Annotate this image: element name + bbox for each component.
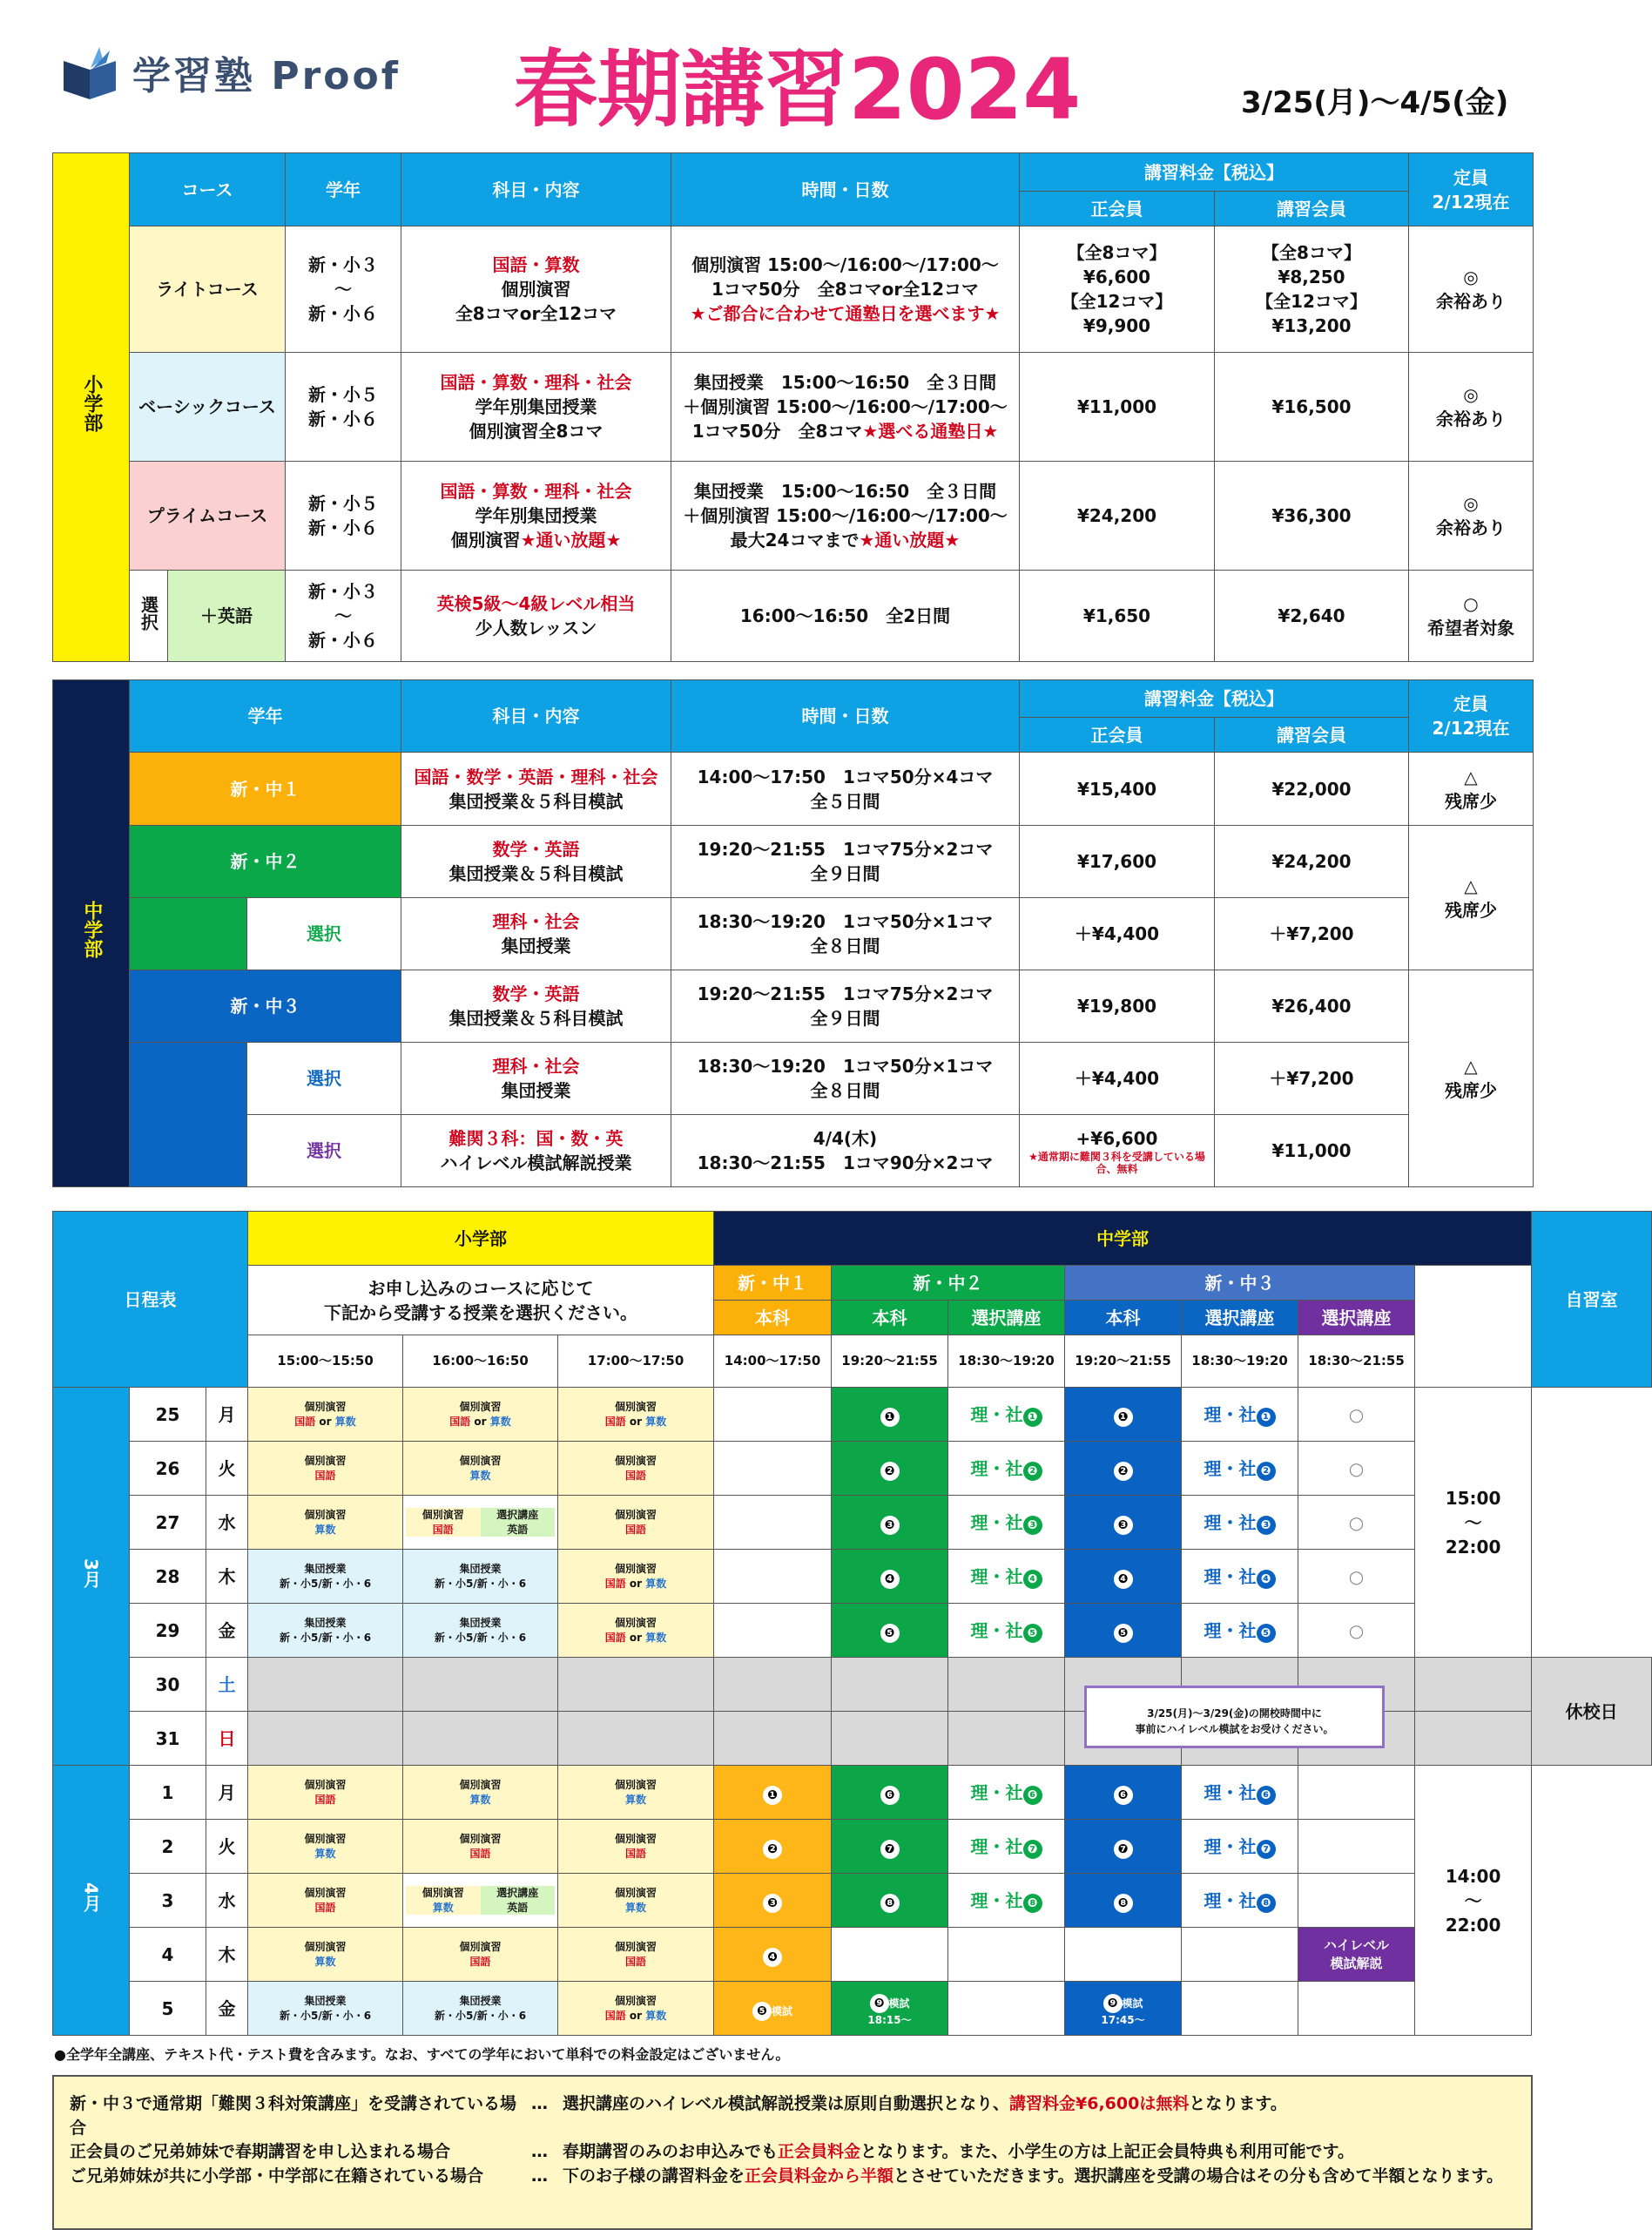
elem-lesson-cell: 個別演習 国語 or 算数: [248, 1388, 403, 1442]
jh3-hl-cell: [1298, 1820, 1415, 1874]
member-fee: ＋¥7,200: [1215, 898, 1409, 970]
elem-lesson-cell: 個別演習 国語: [558, 1820, 714, 1874]
schedule-row: [53, 1874, 1652, 1928]
day-number: 3: [130, 1874, 206, 1928]
subject-cell: 国語・算数 個別演習 全8コマor全12コマ: [401, 226, 671, 353]
instruction: お申し込みのコースに応じて 下記から受講する授業を選択ください。: [248, 1266, 714, 1335]
weekday: 月: [206, 1766, 248, 1820]
elem-lesson-cell: 個別演習 国語 or 算数: [558, 1604, 714, 1658]
elem-lesson-cell: 個別演習 国語 or 算数: [558, 1982, 714, 2036]
weekday: 金: [206, 1604, 248, 1658]
day-number: 28: [130, 1550, 206, 1604]
time-cell: 4/4(木) 18:30〜21:55 1コマ90分×2コマ: [671, 1115, 1020, 1187]
jh1-cell: [714, 1604, 832, 1658]
closed-cell: [948, 1658, 1065, 1712]
grade-cell: 新・小３ 〜 新・小６: [286, 571, 401, 662]
schedule-row: [53, 1550, 1652, 1604]
jh3-lesson: ❺: [1065, 1604, 1182, 1658]
month-label: 4月: [53, 1766, 130, 2036]
capacity-cell: ◎ 余裕あり: [1409, 353, 1534, 462]
elem-lesson-cell: 個別演習 国語: [558, 1496, 714, 1550]
closed-cell: [558, 1712, 714, 1766]
grade-cell: 新・中２: [130, 826, 401, 898]
closed-cell: [714, 1658, 832, 1712]
jh3-mock: ❾ 模試 17:45〜: [1065, 1982, 1182, 2036]
empty-cell: [948, 1928, 1065, 1982]
table-row: [53, 1043, 1534, 1115]
member-fee: ¥36,300: [1215, 462, 1409, 571]
time-slot: 18:30〜21:55: [1298, 1335, 1415, 1388]
col-grade: 学年: [130, 680, 401, 753]
jh3-select: 理・社 ❺: [1182, 1604, 1298, 1658]
col-course-member: 講習会員: [1215, 718, 1409, 753]
closed-cell: [714, 1712, 832, 1766]
jh2-mock: ❾ 模試 18:15〜: [832, 1982, 948, 2036]
empty-cell: [948, 1982, 1065, 2036]
jh2-select: 理・社 ❺: [948, 1604, 1065, 1658]
regular-fee: ¥17,600: [1020, 826, 1215, 898]
elem-lesson-cell: 個別演習 国語 or 算数: [558, 1388, 714, 1442]
capacity-cell: △ 残席少: [1409, 970, 1534, 1187]
regular-fee: ＋¥4,400: [1020, 898, 1215, 970]
regular-fee: ¥11,000: [1020, 353, 1215, 462]
notes-box: [52, 2075, 1533, 2230]
col-time: 時間・日数: [671, 153, 1020, 226]
schedule-row: [53, 1442, 1652, 1496]
empty-cell: [832, 1928, 948, 1982]
subject-cell: 国語・数学・英語・理科・社会 集団授業＆５科目模試: [401, 753, 671, 826]
member-fee: ¥26,400: [1215, 970, 1409, 1043]
schedule-row: [53, 1982, 1652, 2036]
jh3-select: 理・社 ❶: [1182, 1388, 1298, 1442]
note-row: 正会員のご兄弟姉妹で春期講習を申し込まれる場合 … 春期講習のみのお申込みでも正会員料金となります。また、小学生の方は上記正会員特典も利用可能です。: [70, 2142, 1354, 2162]
elem-lesson-cell: 個別演習 算数: [248, 1820, 403, 1874]
elem-split-cell: 個別演習 算数 選択講座 英語: [403, 1874, 558, 1928]
table-row: [53, 226, 1534, 353]
subject-cell: 理科・社会 集団授業: [401, 898, 671, 970]
schedule-row: [53, 1820, 1652, 1874]
select-label: 選択: [247, 1115, 401, 1187]
jh3-hl-cell: ○: [1298, 1388, 1415, 1442]
table-row: [53, 571, 1534, 662]
elem-lesson-cell: 個別演習 国語 or 算数: [558, 1550, 714, 1604]
jh3-select: 理・社 ❼: [1182, 1820, 1298, 1874]
footnote: ●全学年全講座、テキスト代・テスト費を含みます。なお、すべての学年において単科での料金設定はございません。: [54, 2046, 790, 2063]
jh1-cell: [714, 1550, 832, 1604]
grade-cell: 新・小５ 新・小６: [286, 462, 401, 571]
elem-lesson-cell: 個別演習 算数: [558, 1874, 714, 1928]
jh2-header: 新・中２: [832, 1266, 1065, 1301]
col-regular: 正会員: [1020, 192, 1215, 226]
elem-lesson-cell: 個別演習 算数: [558, 1766, 714, 1820]
jh3-lesson: ❻: [1065, 1766, 1182, 1820]
day-number: 4: [130, 1928, 206, 1982]
jh1-header: 新・中１: [714, 1266, 832, 1301]
subject-cell: 数学・英語 集団授業＆５科目模試: [401, 826, 671, 898]
jh1-lesson: ❷: [714, 1820, 832, 1874]
table-row: [53, 1115, 1534, 1187]
subject-cell: 難関３科：国・数・英 ハイレベル模試解説授業: [401, 1115, 671, 1187]
jh-side-label: 中学部: [53, 680, 130, 1187]
jh2-lesson: ❺: [832, 1604, 948, 1658]
jh2-lesson: ❹: [832, 1550, 948, 1604]
weekday: 土: [206, 1658, 248, 1712]
elem-group-cell: 集団授業 新・小5/新・小・6: [248, 1982, 403, 2036]
table-row: [53, 753, 1534, 826]
elem-group-cell: 集団授業 新・小5/新・小・6: [248, 1550, 403, 1604]
subject-cell: 理科・社会 集団授業: [401, 1043, 671, 1115]
time-slot: 18:30〜19:20: [948, 1335, 1065, 1388]
closed-cell: [558, 1658, 714, 1712]
jh2-lesson: ❶: [832, 1388, 948, 1442]
jh3-lesson: ❷: [1065, 1442, 1182, 1496]
elem-lesson-cell: 個別演習 国語: [558, 1442, 714, 1496]
capacity-cell: △ 残席少: [1409, 826, 1534, 970]
time-slot: 17:00〜17:50: [558, 1335, 714, 1388]
grade-cell: 新・中１: [130, 753, 401, 826]
jh2-select: 理・社 ❷: [948, 1442, 1065, 1496]
page-title: 春期講習2024: [514, 41, 1082, 139]
day-number: 2: [130, 1820, 206, 1874]
closed-cell: [1415, 1712, 1532, 1766]
day-number: 25: [130, 1388, 206, 1442]
member-fee: ＋¥7,200: [1215, 1043, 1409, 1115]
closed-label: 休校日: [1532, 1658, 1652, 1766]
jh3-lesson: ❼: [1065, 1820, 1182, 1874]
elem-split-cell: 個別演習 国語 選択講座 英語: [403, 1496, 558, 1550]
grade-spacer: [130, 1043, 247, 1187]
subject-cell: 数学・英語 集団授業＆５科目模試: [401, 970, 671, 1043]
weekday: 水: [206, 1874, 248, 1928]
jh1-cell: [714, 1388, 832, 1442]
weekday: 日: [206, 1712, 248, 1766]
elem-lesson-cell: 個別演習 算数: [403, 1442, 558, 1496]
jh2-select: 理・社 ❹: [948, 1550, 1065, 1604]
weekday: 木: [206, 1550, 248, 1604]
jh3-lesson: ❶: [1065, 1388, 1182, 1442]
closed-cell: [403, 1658, 558, 1712]
month-label: 3月: [53, 1388, 130, 1766]
schedule-row: [53, 1766, 1652, 1820]
member-fee: ¥11,000: [1215, 1115, 1409, 1187]
elem-group-cell: 集団授業 新・小5/新・小・6: [403, 1550, 558, 1604]
col-course-member: 講習会員: [1215, 192, 1409, 226]
elem-lesson-cell: 個別演習 算数: [248, 1496, 403, 1550]
jh3-select: 理・社 ❻: [1182, 1766, 1298, 1820]
regular-fee: ¥1,650: [1020, 571, 1215, 662]
time-slot: 15:00〜15:50: [248, 1335, 403, 1388]
closed-cell: [832, 1712, 948, 1766]
time-cell: 個別演習 15:00〜/16:00〜/17:00〜 1コマ50分 全8コマor全12コマ ★ご都合に合わせて通塾日を選べます★: [671, 226, 1020, 353]
jh1-lesson: ❶: [714, 1766, 832, 1820]
table-row: [53, 462, 1534, 571]
jh2-select: 理・社 ❶: [948, 1388, 1065, 1442]
time-cell: 19:20〜21:55 1コマ75分×2コマ 全９日間: [671, 826, 1020, 898]
member-fee: ¥22,000: [1215, 753, 1409, 826]
time-slot: 16:00〜16:50: [403, 1335, 558, 1388]
day-number: 30: [130, 1658, 206, 1712]
day-number: 29: [130, 1604, 206, 1658]
empty-cell: [1065, 1928, 1182, 1982]
weekday: 月: [206, 1388, 248, 1442]
self-study-hours: 15:00 〜 22:00: [1415, 1388, 1532, 1658]
weekday: 木: [206, 1928, 248, 1982]
note-row: 新・中３で通常期「難関３科対策講座」を受講されている場合 … 選択講座のハイレベル模試解説授業は原則自動選択となり、講習料金¥6,600は無料となります。: [70, 2094, 1287, 2138]
closed-cell: [832, 1658, 948, 1712]
elem-lesson-cell: 個別演習 国語: [248, 1442, 403, 1496]
regular-fee: ¥15,400: [1020, 753, 1215, 826]
book-icon: [59, 42, 120, 103]
closed-cell: [248, 1712, 403, 1766]
jh1-cell: [714, 1496, 832, 1550]
grade-spacer: [130, 898, 247, 970]
elem-lesson-cell: 個別演習 国語: [403, 1928, 558, 1982]
jh3-lesson: ❽: [1065, 1874, 1182, 1928]
junior-high-table: [52, 679, 1534, 1187]
senko-header: 選択講座: [948, 1301, 1065, 1335]
grade-cell: 新・小３ 〜 新・小６: [286, 226, 401, 353]
senko-header: 選択講座: [1182, 1301, 1298, 1335]
elem-group-cell: 集団授業 新・小5/新・小・6: [248, 1604, 403, 1658]
closed-cell: [248, 1658, 403, 1712]
grade-cell: 新・小５ 新・小６: [286, 353, 401, 462]
time-slot: 19:20〜21:55: [832, 1335, 948, 1388]
elem-group-cell: 集団授業 新・小5/新・小・6: [403, 1982, 558, 2036]
elem-lesson-cell: 個別演習 国語 or 算数: [403, 1388, 558, 1442]
time-slot: 18:30〜19:20: [1182, 1335, 1298, 1388]
jh1-mock: ❺ 模試: [714, 1982, 832, 2036]
closed-cell: [948, 1712, 1065, 1766]
subject-cell: 国語・算数・理科・社会 学年別集団授業 個別演習全8コマ: [401, 353, 671, 462]
day-number: 31: [130, 1712, 206, 1766]
time-cell: 集団授業 15:00〜16:50 全３日間 ＋個別演習 15:00〜/16:00〜/17:00〜 1コマ50分 全8コマ★選べる通塾日★: [671, 353, 1020, 462]
logo: [59, 42, 401, 103]
jh3-select: 理・社 ❷: [1182, 1442, 1298, 1496]
self-study-header: 自習室: [1532, 1212, 1652, 1388]
closed-cell: [403, 1712, 558, 1766]
regular-fee: +¥6,600 ★通常期に難関３科を受講している場合、無料: [1020, 1115, 1215, 1187]
note-row: ご兄弟姉妹が共に小学部・中学部に在籍されている場合 … 下のお子様の講習料金を正会員料金から半額とさせていただきます。選択講座を受講の場合はその分も含めて半額となります。: [70, 2166, 1503, 2186]
honka-header: 本科: [832, 1301, 948, 1335]
elem-lesson-cell: 個別演習 国語: [248, 1766, 403, 1820]
schedule-row: [53, 1604, 1652, 1658]
logo-text: 学習塾 Proof: [132, 54, 401, 98]
schedule-row: [53, 1712, 1652, 1766]
select-label: 選択: [130, 571, 168, 662]
empty-cell: [1298, 1982, 1415, 2036]
col-regular: 正会員: [1020, 718, 1215, 753]
jh3-select: 理・社 ❸: [1182, 1496, 1298, 1550]
empty-cell: [1182, 1982, 1298, 2036]
jh2-lesson: ❷: [832, 1442, 948, 1496]
sched-jh-header: 中学部: [714, 1212, 1532, 1266]
day-number: 27: [130, 1496, 206, 1550]
jh1-lesson: ❸: [714, 1874, 832, 1928]
time-cell: 18:30〜19:20 1コマ50分×1コマ 全８日間: [671, 898, 1020, 970]
capacity-cell: ○ 希望者対象: [1409, 571, 1534, 662]
weekday: 火: [206, 1442, 248, 1496]
empty-cell: [1182, 1928, 1298, 1982]
capacity-cell: △ 残席少: [1409, 753, 1534, 826]
jh2-select: 理・社 ❸: [948, 1496, 1065, 1550]
time-cell: 18:30〜19:20 1コマ50分×1コマ 全８日間: [671, 1043, 1020, 1115]
jh1-lesson: ❹: [714, 1928, 832, 1982]
schedule-table: [52, 1211, 1652, 2036]
schedule-row: [53, 1388, 1652, 1442]
day-number: 1: [130, 1766, 206, 1820]
table-row: [53, 826, 1534, 898]
high-level-cell: ハイレベル 模試解説: [1298, 1928, 1415, 1982]
jh2-select: 理・社 ❼: [948, 1820, 1065, 1874]
member-fee: ¥16,500: [1215, 353, 1409, 462]
jh3-hl-cell: ○: [1298, 1550, 1415, 1604]
select-label: 選択: [247, 898, 401, 970]
sched-elem-header: 小学部: [248, 1212, 714, 1266]
jh3-hl-cell: ○: [1298, 1604, 1415, 1658]
time-cell: 19:20〜21:55 1コマ75分×2コマ 全９日間: [671, 970, 1020, 1043]
col-capacity: 定員 2/12現在: [1409, 153, 1534, 226]
grade-cell: 新・中３: [130, 970, 401, 1043]
jh3-select: 理・社 ❹: [1182, 1550, 1298, 1604]
regular-fee: 【全8コマ】 ¥6,600 【全12コマ】 ¥9,900: [1020, 226, 1215, 353]
self-study-hours: 14:00 〜 22:00: [1415, 1766, 1532, 2036]
col-grade: 学年: [286, 153, 401, 226]
member-fee: ¥24,200: [1215, 826, 1409, 898]
jh2-lesson: ❼: [832, 1820, 948, 1874]
course-name: ＋英語: [168, 571, 286, 662]
jh3-header: 新・中３: [1065, 1266, 1415, 1301]
col-subject: 科目・内容: [401, 680, 671, 753]
col-fee: 講習料金【税込】: [1020, 680, 1409, 718]
time-cell: 集団授業 15:00〜16:50 全３日間 ＋個別演習 15:00〜/16:00〜/17:00〜 最大24コマまで★通い放題★: [671, 462, 1020, 571]
regular-fee: ¥24,200: [1020, 462, 1215, 571]
col-subject: 科目・内容: [401, 153, 671, 226]
table-row: [53, 353, 1534, 462]
elem-group-cell: 集団授業 新・小5/新・小・6: [403, 1604, 558, 1658]
mock-exam-callout: 3/25(月)〜3/29(金)の開校時間中に 事前にハイレベル模試をお受けください。: [1084, 1686, 1385, 1748]
schedule-row: [53, 1658, 1652, 1712]
capacity-cell: ◎ 余裕あり: [1409, 226, 1534, 353]
elementary-table: [52, 152, 1534, 662]
jh3-lesson: ❸: [1065, 1496, 1182, 1550]
col-time: 時間・日数: [671, 680, 1020, 753]
course-name: ベーシックコース: [130, 353, 286, 462]
schedule-row: [53, 1496, 1652, 1550]
table-row: [53, 898, 1534, 970]
jh3-hl-cell: ○: [1298, 1442, 1415, 1496]
weekday: 金: [206, 1982, 248, 2036]
col-fee: 講習料金【税込】: [1020, 153, 1409, 192]
day-number: 26: [130, 1442, 206, 1496]
jh2-lesson: ❽: [832, 1874, 948, 1928]
jh2-select: 理・社 ❽: [948, 1874, 1065, 1928]
jh3-hl-cell: [1298, 1766, 1415, 1820]
jh3-select: 理・社 ❽: [1182, 1874, 1298, 1928]
elem-lesson-cell: 個別演習 国語: [403, 1820, 558, 1874]
time-cell: 16:00〜16:50 全2日間: [671, 571, 1020, 662]
jh2-lesson: ❻: [832, 1766, 948, 1820]
capacity-cell: ◎ 余裕あり: [1409, 462, 1534, 571]
time-cell: 14:00〜17:50 1コマ50分×4コマ 全５日間: [671, 753, 1020, 826]
elem-side-label: 小学部: [53, 153, 130, 662]
elem-lesson-cell: 個別演習 算数: [403, 1766, 558, 1820]
select-label: 選択: [247, 1043, 401, 1115]
regular-fee: ¥19,800: [1020, 970, 1215, 1043]
weekday: 水: [206, 1496, 248, 1550]
course-name: プライムコース: [130, 462, 286, 571]
closed-cell: [1415, 1658, 1532, 1712]
table-row: [53, 970, 1534, 1043]
jh3-lesson: ❹: [1065, 1550, 1182, 1604]
elem-lesson-cell: 個別演習 国語: [558, 1928, 714, 1982]
member-fee: ¥2,640: [1215, 571, 1409, 662]
elem-lesson-cell: 個別演習 国語: [248, 1874, 403, 1928]
schedule-row: [53, 1928, 1652, 1982]
period: 3/25(月)〜4/5(金): [1241, 85, 1509, 120]
jh1-cell: [714, 1442, 832, 1496]
jh3-hl-cell: [1298, 1874, 1415, 1928]
jh2-select: 理・社 ❻: [948, 1766, 1065, 1820]
subject-cell: 国語・算数・理科・社会 学年別集団授業 個別演習★通い放題★: [401, 462, 671, 571]
course-name: ライトコース: [130, 226, 286, 353]
time-slot: 19:20〜21:55: [1065, 1335, 1182, 1388]
weekday: 火: [206, 1820, 248, 1874]
schedule-label: 日程表: [53, 1212, 248, 1388]
time-slot: 14:00〜17:50: [714, 1335, 832, 1388]
day-number: 5: [130, 1982, 206, 2036]
elem-lesson-cell: 個別演習 算数: [248, 1928, 403, 1982]
jh2-lesson: ❸: [832, 1496, 948, 1550]
honka-header: 本科: [1065, 1301, 1182, 1335]
col-capacity: 定員 2/12現在: [1409, 680, 1534, 753]
senko-header: 選択講座: [1298, 1301, 1415, 1335]
jh3-hl-cell: ○: [1298, 1496, 1415, 1550]
member-fee: 【全8コマ】 ¥8,250 【全12コマ】 ¥13,200: [1215, 226, 1409, 353]
honka-header: 本科: [714, 1301, 832, 1335]
subject-cell: 英検5級〜4級レベル相当 少人数レッスン: [401, 571, 671, 662]
col-course: コース: [130, 153, 286, 226]
regular-fee: ＋¥4,400: [1020, 1043, 1215, 1115]
